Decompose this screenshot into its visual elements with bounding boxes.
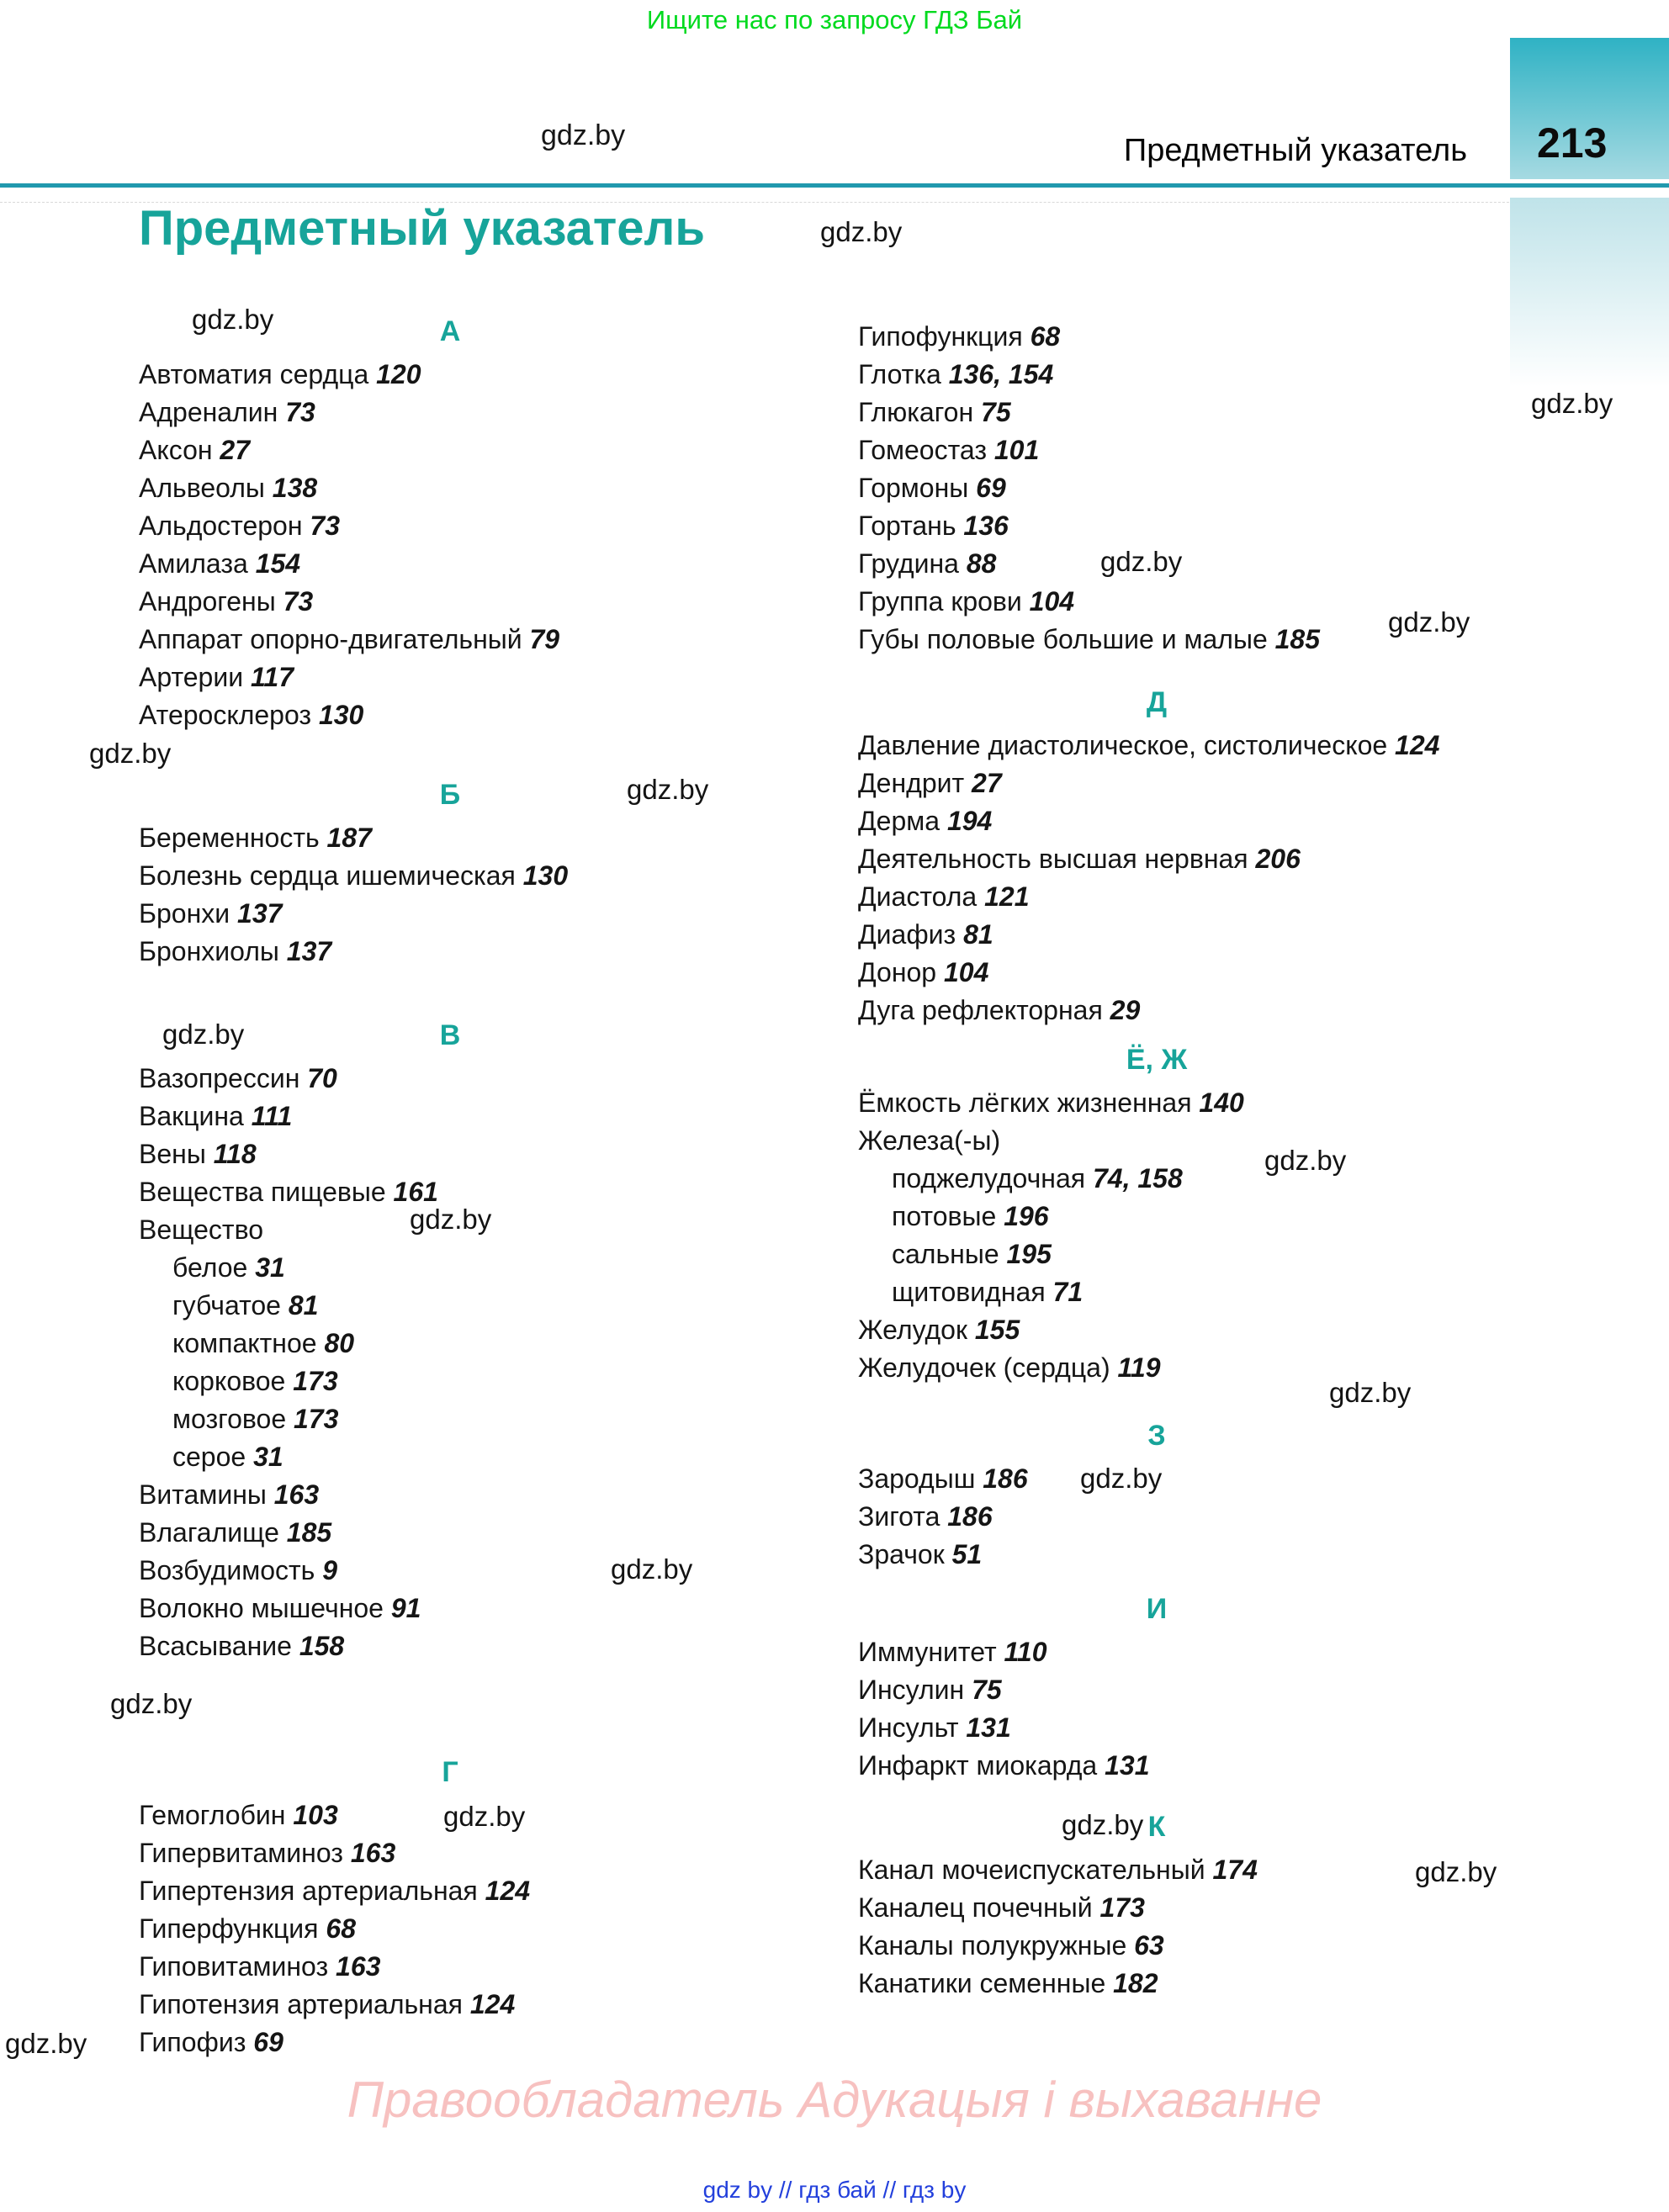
entry-term: Витамины: [139, 1479, 267, 1510]
entry-term: Желудок: [858, 1315, 967, 1345]
entry-pages: 104: [936, 957, 989, 987]
entry-term: щитовидная: [892, 1277, 1046, 1307]
entry-term: Гортань: [858, 511, 956, 541]
index-entry: [139, 1060, 850, 1098]
entry-term: Гипофункция: [858, 321, 1023, 352]
entry-pages: 140: [1191, 1087, 1244, 1118]
index-entry: [139, 1627, 850, 1665]
entry-term: Аппарат опорно-двигательный: [139, 624, 522, 654]
entry-term: Гипервитаминоз: [139, 1838, 343, 1868]
promo-banner: Ищите нас по запросу ГДЗ Бай: [646, 5, 1023, 34]
index-entry: [858, 356, 1640, 394]
entry-term: Каналы полукружные: [858, 1930, 1127, 1961]
gdzby-watermark: gdz.by: [443, 1801, 526, 1832]
entry-pages: 163: [342, 1838, 396, 1868]
entry-term: Диафиз: [858, 919, 956, 950]
section-letter: Б: [439, 779, 461, 811]
entry-term: Инфаркт миокарда: [858, 1750, 1098, 1781]
entry-term: Гиповитаминоз: [139, 1951, 329, 1982]
entry-pages: 81: [280, 1290, 319, 1320]
entry-pages: 63: [1126, 1930, 1164, 1961]
header-rule: [0, 183, 1669, 188]
entry-term: Адреналин: [139, 397, 278, 427]
entry-term: Гиперфункция: [139, 1913, 319, 1944]
section-letter: Г: [442, 1756, 458, 1788]
entry-term: поджелудочная: [892, 1163, 1086, 1193]
entry-pages: 68: [318, 1913, 356, 1944]
entry-term: Амилаза: [139, 548, 248, 579]
entry-term: Губы половые большие и малые: [858, 624, 1268, 654]
entry-term: Давление диастолическое, систолическое: [858, 730, 1388, 760]
entry-pages: 73: [275, 586, 314, 617]
index-entry: [858, 469, 1640, 507]
index-entry: [858, 840, 1640, 878]
entry-term: Автоматия сердца: [139, 359, 369, 389]
section-letter: И: [1146, 1593, 1168, 1625]
entry-pages: 186: [975, 1463, 1028, 1494]
entry-pages: 206: [1248, 844, 1301, 874]
entry-term: Атеросклероз: [139, 700, 312, 730]
index-entry: [858, 1747, 1640, 1785]
entry-pages: 70: [299, 1063, 337, 1093]
page-number: 213: [1537, 119, 1608, 167]
entry-pages: 158: [291, 1631, 345, 1661]
index-column-left: [139, 313, 850, 2061]
entry-pages: 185: [278, 1517, 332, 1548]
entry-pages: 104: [1021, 586, 1075, 617]
copyright-text: Правообладатель Адукацыя і выхаванне: [347, 2072, 1322, 2128]
entry-term: Артерии: [139, 662, 244, 692]
index-entry: [139, 431, 850, 469]
entry-term: Дуга рефлекторная: [858, 995, 1103, 1025]
entry-term: Волокно мышечное: [139, 1593, 384, 1623]
entry-pages: 120: [368, 359, 421, 389]
index-entry: [139, 1834, 850, 1872]
entry-pages: 75: [964, 1675, 1002, 1705]
entry-term: Иммунитет: [858, 1637, 997, 1667]
index-entry: [139, 356, 850, 394]
entry-term: Андрогены: [139, 586, 276, 617]
entry-term: Бронхи: [139, 898, 230, 929]
entry-term: серое: [172, 1442, 246, 1472]
gdzby-watermark: gdz.by: [89, 738, 172, 769]
entry-term: Дендрит: [858, 768, 965, 798]
index-entry: [139, 1552, 850, 1590]
index-entry: [139, 1325, 850, 1363]
entry-term: Группа крови: [858, 586, 1022, 617]
gdzby-watermark: gdz.by: [5, 2028, 87, 2059]
index-entry: [139, 1948, 850, 1986]
index-entry: [139, 895, 850, 933]
index-entry: [858, 1236, 1640, 1273]
index-entry: [858, 992, 1640, 1029]
entry-pages: 161: [385, 1177, 438, 1207]
gdzby-watermark: gdz.by: [162, 1019, 245, 1050]
entry-pages: 124: [1387, 730, 1440, 760]
entry-term: Железа(-ы): [858, 1125, 1001, 1156]
index-entry: [139, 819, 850, 857]
index-entry: [858, 507, 1640, 545]
entry-term: Болезнь сердца ишемическая: [139, 860, 516, 891]
entry-term: Вещества пищевые: [139, 1177, 386, 1207]
gdzby-watermark: gdz.by: [110, 1688, 193, 1719]
entry-term: Глюкагон: [858, 397, 974, 427]
entry-pages: 73: [302, 511, 340, 541]
entry-pages: 117: [243, 662, 294, 692]
entry-pages: 137: [278, 936, 332, 966]
entry-term: Всасывание: [139, 1631, 292, 1661]
entry-pages: 73: [278, 397, 315, 427]
gdzby-watermark: gdz.by: [611, 1553, 693, 1585]
index-entry: [139, 1135, 850, 1173]
entry-pages: 155: [967, 1315, 1020, 1345]
index-entry: [139, 1986, 850, 2024]
entry-term: Возбудимость: [139, 1555, 315, 1585]
page-number-box: [1510, 38, 1669, 179]
entry-pages: 173: [285, 1366, 338, 1396]
entry-term: потовые: [892, 1201, 997, 1231]
index-entry: [858, 583, 1640, 621]
entry-term: Грудина: [858, 548, 959, 579]
entry-term: Глотка: [858, 359, 941, 389]
index-entry: [858, 545, 1640, 583]
index-entry: [858, 1633, 1640, 1671]
entry-pages: 75: [973, 397, 1011, 427]
gdzby-watermark: gdz.by: [1531, 388, 1613, 419]
section-letter: Д: [1146, 686, 1168, 718]
section-letter: З: [1147, 1420, 1166, 1452]
entry-term: Гипертензия артериальная: [139, 1876, 478, 1906]
index-entry: [858, 954, 1640, 992]
index-entry: [858, 765, 1640, 802]
gdzby-watermark: gdz.by: [627, 774, 709, 805]
index-entry: [858, 1122, 1640, 1160]
entry-term: корковое: [172, 1366, 286, 1396]
index-entry: [858, 1709, 1640, 1747]
gdzby-watermark: gdz.by: [192, 304, 274, 335]
entry-pages: 182: [1105, 1968, 1158, 1998]
entry-pages: 69: [246, 2027, 283, 2057]
entry-pages: 121: [977, 881, 1030, 912]
header-watermark: gdz.by: [541, 119, 626, 151]
entry-term: Беременность: [139, 823, 320, 853]
index-entry: [139, 545, 850, 583]
index-entry: [139, 507, 850, 545]
entry-term: Канатики семенные: [858, 1968, 1106, 1998]
gdzby-watermark: gdz.by: [1388, 606, 1470, 638]
index-entry: [139, 394, 850, 431]
entry-term: Диастола: [858, 881, 978, 912]
index-entry: [858, 394, 1640, 431]
index-entry: [139, 621, 850, 659]
entry-term: Влагалище: [139, 1517, 279, 1548]
entry-pages: 80: [316, 1328, 355, 1358]
index-entry: [139, 1249, 850, 1287]
entry-pages: 187: [319, 823, 372, 853]
entry-term: губчатое: [172, 1290, 281, 1320]
entry-pages: 9: [315, 1555, 338, 1585]
entry-pages: 163: [266, 1479, 320, 1510]
entry-pages: 91: [383, 1593, 421, 1623]
gdzby-watermark: gdz.by: [1062, 1809, 1144, 1840]
entry-pages: 68: [1022, 321, 1061, 352]
section-letter: В: [439, 1019, 461, 1051]
index-entry: [858, 1965, 1640, 2003]
index-entry: [139, 1910, 850, 1948]
entry-term: Вакцина: [139, 1101, 244, 1131]
entry-term: мозговое: [172, 1404, 287, 1434]
index-entry: [139, 857, 850, 895]
entry-term: Аксон: [139, 435, 213, 465]
entry-pages: 130: [311, 700, 364, 730]
entry-pages: 174: [1205, 1855, 1258, 1885]
entry-term: Дерма: [858, 806, 940, 836]
entry-term: Инсулин: [858, 1675, 965, 1705]
entry-term: Гормоны: [858, 473, 969, 503]
index-entry: [858, 1349, 1640, 1387]
index-entry: [139, 1287, 850, 1325]
index-entry: [858, 1460, 1640, 1498]
index-entry: [858, 1536, 1640, 1574]
entry-pages: 31: [247, 1252, 285, 1283]
index-entry: [858, 1084, 1640, 1122]
index-entry: [858, 1927, 1640, 1965]
gdzby-watermark: gdz.by: [1415, 1856, 1497, 1887]
entry-pages: 71: [1045, 1277, 1084, 1307]
index-entry: [858, 431, 1640, 469]
entry-term: Гомеостаз: [858, 435, 987, 465]
entry-pages: 29: [1102, 995, 1141, 1025]
entry-pages: 136, 154: [940, 359, 1054, 389]
index-entry: [139, 1514, 850, 1552]
index-entry: [858, 1311, 1640, 1349]
entry-pages: 185: [1267, 624, 1321, 654]
entry-pages: 74, 158: [1085, 1163, 1183, 1193]
index-entry: [858, 878, 1640, 916]
index-entry: [858, 1273, 1640, 1311]
entry-pages: 173: [286, 1404, 339, 1434]
entry-pages: 186: [940, 1501, 993, 1532]
index-entry: [858, 1889, 1640, 1927]
entry-pages: 27: [212, 435, 251, 465]
entry-term: Вены: [139, 1139, 206, 1169]
entry-pages: 136: [956, 511, 1009, 541]
index-entry: [139, 1590, 850, 1627]
entry-pages: 196: [996, 1201, 1049, 1231]
section-letter: Ё, Ж: [1126, 1044, 1188, 1076]
entry-term: Инсульт: [858, 1712, 959, 1743]
page-title: Предметный указатель: [139, 201, 706, 256]
running-title: Предметный указатель: [1123, 133, 1467, 168]
entry-pages: 131: [958, 1712, 1011, 1743]
entry-pages: 195: [999, 1239, 1052, 1269]
entry-term: Бронхиолы: [139, 936, 279, 966]
index-entry: [858, 1671, 1640, 1709]
entry-pages: 111: [243, 1101, 293, 1131]
index-entry: [139, 2024, 850, 2061]
entry-term: Зародыш: [858, 1463, 976, 1494]
index-entry: [139, 1173, 850, 1211]
section-letter: А: [439, 315, 461, 347]
entry-pages: 110: [996, 1637, 1047, 1667]
index-entry: [139, 469, 850, 507]
gdzby-watermark: gdz.by: [820, 216, 903, 247]
entry-pages: 173: [1092, 1892, 1145, 1923]
footer-links[interactable]: gdz by // гдз бай // гдз by: [702, 2177, 967, 2203]
gdzby-watermark: gdz.by: [1080, 1463, 1163, 1494]
index-entry: [858, 1498, 1640, 1536]
entry-pages: 88: [958, 548, 997, 579]
index-entry: [858, 802, 1640, 840]
entry-term: Каналец почечный: [858, 1892, 1093, 1923]
entry-pages: 137: [230, 898, 283, 929]
entry-pages: 79: [522, 624, 560, 654]
index-column-right: [858, 318, 1640, 2003]
entry-pages: 31: [246, 1442, 283, 1472]
entry-term: Деятельность высшая нервная: [858, 844, 1248, 874]
index-entry: [139, 1211, 850, 1249]
gdzby-watermark: gdz.by: [1264, 1145, 1347, 1176]
index-entry: [139, 583, 850, 621]
index-entry: [139, 1438, 850, 1476]
index-entry: [858, 318, 1640, 356]
entry-pages: 163: [328, 1951, 381, 1982]
entry-pages: 131: [1097, 1750, 1150, 1781]
entry-pages: 119: [1110, 1352, 1161, 1383]
entry-term: Гипофиз: [139, 2027, 246, 2057]
index-entry: [139, 1476, 850, 1514]
index-entry: [858, 727, 1640, 765]
entry-pages: 51: [944, 1539, 983, 1569]
section-letter: К: [1147, 1811, 1166, 1843]
entry-pages: 81: [956, 919, 993, 950]
entry-pages: 69: [968, 473, 1006, 503]
gdzby-watermark: gdz.by: [1100, 546, 1183, 577]
entry-term: Альдостерон: [139, 511, 303, 541]
entry-term: Ёмкость лёгких жизненная: [858, 1087, 1192, 1118]
entry-pages: 194: [940, 806, 993, 836]
gdzby-watermark: gdz.by: [410, 1204, 492, 1235]
entry-term: Зрачок: [858, 1539, 945, 1569]
entry-pages: 138: [264, 473, 318, 503]
index-entry: [858, 1160, 1640, 1198]
entry-term: Желудочек (сердца): [858, 1352, 1110, 1383]
gdzby-watermark: gdz.by: [1329, 1377, 1412, 1408]
entry-term: сальные: [892, 1239, 999, 1269]
entry-pages: 154: [247, 548, 301, 579]
entry-pages: 103: [285, 1800, 338, 1830]
entry-term: Вазопрессин: [139, 1063, 300, 1093]
index-entry: [139, 933, 850, 971]
index-entry: [858, 916, 1640, 954]
index-entry: [858, 1851, 1640, 1889]
entry-term: Донор: [858, 957, 937, 987]
entry-pages: 124: [477, 1876, 531, 1906]
entry-term: Канал мочеиспускательный: [858, 1855, 1205, 1885]
entry-term: компактное: [172, 1328, 317, 1358]
entry-term: Гипотензия артериальная: [139, 1989, 463, 2019]
index-entry: [139, 1363, 850, 1400]
entry-term: Вещество: [139, 1214, 263, 1245]
index-entry: [139, 1872, 850, 1910]
index-entry: [139, 696, 850, 734]
entry-pages: 130: [515, 860, 569, 891]
entry-pages: 118: [205, 1139, 257, 1169]
entry-term: Зигота: [858, 1501, 940, 1532]
index-entry: [139, 659, 850, 696]
entry-term: Гемоглобин: [139, 1800, 286, 1830]
entry-term: Альвеолы: [139, 473, 265, 503]
entry-pages: 101: [986, 435, 1040, 465]
entry-term: белое: [172, 1252, 248, 1283]
entry-pages: 27: [964, 768, 1002, 798]
index-entry: [858, 1198, 1640, 1236]
entry-pages: 124: [462, 1989, 516, 2019]
index-entry: [858, 621, 1640, 659]
index-entry: [139, 1098, 850, 1135]
index-entry: [139, 1400, 850, 1438]
